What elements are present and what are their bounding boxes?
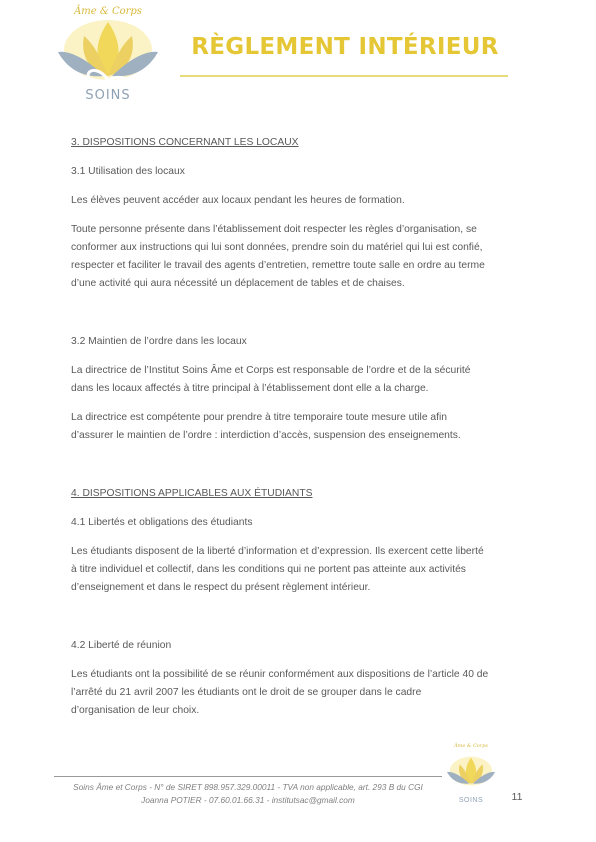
footer-logo-bottom-text: SOINS [458, 797, 484, 804]
paragraph-line: d’organisation de leur choix. [71, 705, 200, 716]
paragraph-line: respecter et faciliter le travail des agents d’entretien, remettre toute salle en ordre au terme [71, 260, 485, 271]
document-body [71, 134, 527, 720]
paragraph-line: Les étudiants disposent de la liberté d’information et d’expression. Ils exercent cette liberté [71, 546, 484, 557]
paragraph-line: d’enseignement et dans le respect du présent règlement intérieur. [71, 582, 371, 593]
page-header [0, 0, 596, 110]
section-3-heading: 3. DISPOSITIONS CONCERNANT LES LOCAUX [71, 137, 299, 148]
footer-line-contact: Joanna POTIER - 07.60.01.66.31 - institutsac@gmail.com [141, 795, 355, 805]
section-4-1-heading: 4.1 Libertés et obligations des étudiants [71, 517, 253, 528]
paragraph-line: dans les locaux affectés à titre principal à l’établissement dont elle a la charge. [71, 383, 429, 394]
paragraph-line: Les étudiants ont la possibilité de se réunir conformément aux dispositions de l’article 40 de [71, 669, 489, 680]
paragraph-line: d’une activité qui aura nécessité un déplacement de tables et de chaises. [71, 278, 405, 289]
page-number: 11 [511, 791, 523, 803]
paragraph-line: conformer aux instructions qui lui sont données, prendre soin du matériel qui lui est confié, [71, 242, 483, 253]
paragraph-line: La directrice de l’Institut Soins Âme et Corps est responsable de l’ordre et de la sécurité [71, 365, 471, 376]
section-3-2-heading: 3.2 Maintien de l’ordre dans les locaux [71, 336, 247, 347]
footer-logo-top-text: Âme & Corps [454, 743, 488, 749]
section-3-1-heading: 3.1 Utilisation des locaux [71, 166, 185, 177]
lotus-icon [445, 749, 497, 797]
logo-bottom-text: SOINS [85, 88, 131, 103]
paragraph-line: l’arrêté du 21 avril 2007 les étudiants ont le droit de se grouper dans le cadre [71, 687, 422, 698]
section-4-2-heading: 4.2 Liberté de réunion [71, 640, 172, 651]
logo-top-text: Âme & Corps [74, 6, 142, 17]
footer-logo [443, 743, 499, 807]
footer-info [50, 781, 446, 807]
paragraph: Les élèves peuvent accéder aux locaux pendant les heures de formation. [71, 195, 405, 206]
brand-logo [54, 6, 162, 106]
footer-divider [54, 776, 442, 777]
page-title: RÈGLEMENT INTÉRIEUR [191, 34, 499, 60]
paragraph-line: Toute personne présente dans l’établissement doit respecter les règles d’organisation, se [71, 224, 477, 235]
paragraph-line: à titre individuel et collectif, dans les conditions qui ne portent pas atteinte aux activités [71, 564, 466, 575]
footer-line-company: Soins Âme et Corps - N° de SIRET 898.957.329.00011 - TVA non applicable, art. 293 B du CGI [73, 782, 423, 792]
section-4-heading: 4. DISPOSITIONS APPLICABLES AUX ÉTUDIANTS [71, 488, 313, 499]
paragraph-line: La directrice est compétente pour prendre à titre temporaire toute mesure utile afin [71, 412, 448, 423]
paragraph-line: d’assurer le maintien de l’ordre : interdiction d’accès, suspension des enseignements. [71, 430, 461, 441]
title-underline [180, 75, 508, 77]
lotus-icon [54, 14, 162, 94]
